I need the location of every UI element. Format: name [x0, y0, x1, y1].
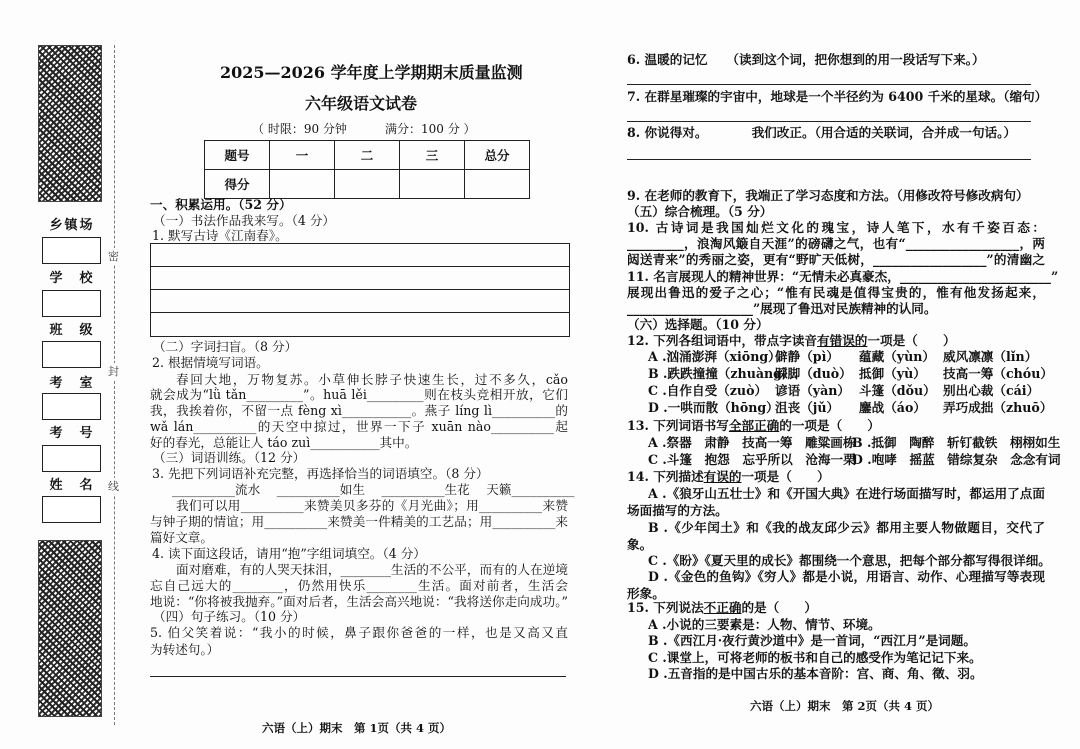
time-limit: （ 时限：90 分钟 [252, 122, 347, 136]
class-label: 班 级 [49, 323, 95, 338]
name-label: 姓 名 [49, 478, 95, 493]
question-text: 篇好文章。 [150, 530, 213, 545]
subsection-heading: （二）字词扫盲。（8 分） [153, 339, 298, 354]
exam-number-field[interactable] [42, 445, 101, 472]
subsection-heading: （一）书法作品我来写。（4 分） [153, 213, 336, 228]
question-2: 2. 根据情境写词语。 [152, 355, 269, 370]
page-footer: 六语（上）期末 第 1页（共 4 页） [262, 721, 452, 735]
q13-option-a[interactable]: A .祭器 肃静 技高一筹 雕粱画栋 [648, 435, 856, 450]
subsection-heading: （五）综合梳理。（5 分） [627, 204, 773, 219]
question-text: _________，浪淘风簸自天涯”的磅礴之气，也有“__________________，两 [627, 236, 1045, 251]
question-15 [627, 599, 817, 617]
q13-option-d[interactable]: D .咆哮 摇蓝 错综复杂 念念有词 [852, 452, 1061, 467]
seal-char-mi: 密 [108, 250, 119, 263]
township-label: 乡镇场 [49, 218, 95, 233]
class-field[interactable] [42, 341, 101, 368]
question-7: 7. 在群星璀璨的宇宙中，地球是一个半径约为 6400 千米的星球。（缩句） [627, 89, 1048, 104]
barcode-pattern-top [38, 45, 102, 202]
question-text: 象。 [627, 537, 653, 552]
school-field[interactable] [42, 290, 101, 317]
q12-option-a: 蕴藏（yùn） [859, 349, 936, 364]
q12-option-c[interactable]: C .自作自受（zuò） [648, 383, 768, 398]
q15-stem: 15. 下列说法 [627, 600, 704, 615]
score-header: 总分 [465, 141, 530, 170]
question-5: 5. 伯父笑着说：“我小的时候，鼻子跟你爸爸的一样，也是又高又直 [150, 625, 568, 640]
name-field[interactable] [42, 496, 101, 523]
q15-emphasis: 不正确 [703, 600, 742, 615]
seal-char-feng: 封 [108, 365, 119, 378]
question-14 [627, 468, 830, 486]
q14-option-b[interactable]: B .《少年闰土》和《我的战友邱少云》都用主要人物做题目，交代了 [648, 520, 1045, 535]
q12-option-b: 踩脚（duò） [775, 366, 852, 381]
q12-option-d[interactable]: D .一哄而散（hōng） [648, 400, 779, 415]
seal-char-xian: 线 [108, 480, 119, 493]
question-text: 与钟子期的情谊；用__________来赞美一件精美的工艺品；用__________来 [150, 514, 568, 529]
question-text: 好的春光，总能让人 táo zuì___________其中。 [150, 435, 418, 450]
exam-subtitle: 六年级语文试卷 [305, 94, 418, 113]
q13-option-b[interactable]: B .抵御 陶醉 斩钉截铁 栩栩如生 [852, 435, 1061, 450]
question-text: 春回大地，万物复苏。小草伸长脖子快速生长，过不多久，cǎo [176, 372, 568, 387]
question-8: 8. 你说得对。 我们改正。（用合适的关联词，合并成一句话。） [627, 125, 1017, 140]
q15-option-a[interactable]: A .小说的三要素是：人物、情节、环境。 [648, 617, 881, 632]
q14-option-d[interactable]: D .《金色的鱼钩》《穷人》都是小说，用语言、动作、心理描写等表现 [648, 569, 1045, 584]
section-heading: 一、积累运用。（52 分） [150, 197, 292, 212]
question-10: 10. 古诗词是我国灿烂文化的瑰宝，诗人笔下，水有千姿百态： [627, 220, 1045, 235]
answer-line[interactable] [627, 84, 1031, 85]
subsection-heading: （三）词语训练。（12 分） [153, 450, 306, 465]
question-text: 闼送青来”的秀丽之姿，更有“野旷天低树，__________________”的清幽之 [627, 252, 1045, 267]
answer-line[interactable] [627, 159, 1031, 160]
question-text: 面对磨难，有的人哭天抹泪，________生活的不公平，而有的人在逆境 [176, 562, 568, 577]
question-text: __________流水 __________如生 __________生花 天籁__________ [172, 482, 575, 497]
township-field[interactable] [42, 237, 101, 264]
q12-emphasis: 有错误的 [817, 333, 868, 348]
q12-option-a: 僻静（pì） [775, 349, 839, 364]
score-cell[interactable] [400, 170, 465, 199]
q12-option-d: 弄巧成拙（zhuō） [943, 400, 1053, 415]
question-6: 6. 温暖的记忆 （读到这个词，把你想到的用一段话写下来。） [627, 52, 985, 67]
score-header: 三 [400, 141, 465, 170]
q12-option-c: 斗篷（dǒu） [859, 383, 936, 398]
seal-line [114, 45, 115, 725]
exam-number-label: 考 号 [49, 426, 95, 441]
barcode-pattern-bottom [38, 540, 102, 717]
q13-option-c[interactable]: C .斗篷 抱怨 忘乎所以 沧海一栗 [648, 452, 856, 467]
subsection-heading: （四）句子练习。（10 分） [153, 609, 306, 624]
question-text: 地说：“你将被我抛弃。”面对后者，生活会高兴地说：“我将送你走向成功。” [150, 594, 568, 609]
q12-option-d: 沮丧（jǔ） [775, 400, 840, 415]
q12-option-a: 威风凛凛（lǐn） [943, 349, 1038, 364]
q12-answer-paren[interactable]: 一项是（ ） [867, 333, 956, 348]
question-3: 3. 先把下列词语补充完整，再选择恰当的词语填空。（8 分） [152, 466, 489, 481]
score-cell[interactable] [335, 170, 400, 199]
exam-room-label: 考 室 [49, 376, 95, 391]
q14-answer-paren[interactable]: 一项是（ ） [741, 469, 830, 484]
question-text: 为转述句。） [150, 642, 220, 657]
q13-emphasis: 全部正确 [728, 418, 780, 433]
score-table [204, 140, 530, 199]
question-13 [627, 417, 880, 435]
question-text: ____________________”展现了鲁迅对民族精神的认同。 [627, 301, 937, 316]
score-header: 二 [335, 141, 400, 170]
question-9: 9. 在老师的教育下，我端正了学习态度和方法。（用修改符号修改病句） [627, 188, 1029, 203]
question-text: 场面描写的方法。 [627, 503, 728, 518]
question-text: 就会成为“lǜ tǎn_________”。huā lěi_________则在枝头竞相开放，它们 [150, 387, 568, 402]
full-score: 满分：100 分 ） [385, 122, 476, 136]
q14-option-a[interactable]: A .《狼牙山五壮士》和《开国大典》在进行场面描写时，都运用了点面 [648, 486, 1045, 501]
school-label: 学 校 [49, 271, 95, 286]
score-header: 一 [270, 141, 335, 170]
q14-stem: 14. 下列描述 [627, 469, 704, 484]
score-row-label: 得分 [205, 170, 270, 199]
poem-writing-box[interactable] [150, 243, 570, 337]
q12-option-c: 谚语（yàn） [775, 383, 851, 398]
question-text: 形象。 [627, 586, 665, 601]
q12-option-b[interactable]: B .跌跌撞撞（zhuàng） [648, 366, 795, 381]
q14-emphasis: 有误的 [703, 469, 742, 484]
q12-option-b: 抵御（yù） [859, 366, 926, 381]
question-11: 11. 名言展现人的精神世界：“无情未必真豪杰，________________________” [627, 269, 1059, 284]
page-footer: 六语（上）期末 第 2页（共 4 页） [750, 699, 940, 713]
question-text: wǎ lán__________的天空中掠过，世界一下子 xuān nào__________起 [150, 419, 568, 434]
q14-option-c[interactable]: C .《盼》《夏天里的成长》都围绕一个意思，把每个部分都写得很详细。 [648, 553, 1051, 568]
q15-option-c[interactable]: C .课堂上，可将老师的板书和自己的感受作为笔记记下来。 [648, 650, 982, 665]
q15-answer-paren[interactable]: 的是（ ） [741, 600, 818, 615]
score-header: 题号 [205, 141, 270, 170]
exam-title: 2025—2026 学年度上学期期末质量监测 [220, 63, 523, 82]
q13-stem: 13. 下列词语书写 [627, 418, 729, 433]
answer-line[interactable] [150, 676, 566, 677]
question-text: 展现出鲁迅的爱子之心；“惟有民魂是值得宝贵的，惟有他发扬起来， [627, 285, 1045, 300]
score-cell[interactable] [465, 170, 530, 199]
question-text: 我，我挨着你，不留一点 fèng xì___________。燕子 líng lì__________的 [150, 403, 568, 418]
q12-option-b: 技高一筹（chóu） [943, 366, 1053, 381]
question-1: 1. 默写古诗《江南春》。 [152, 228, 288, 243]
question-text: 我们可以用__________来赞美贝多芬的《月光曲》；用__________来赞 [176, 498, 568, 513]
score-cell[interactable] [270, 170, 335, 199]
exam-room-field[interactable] [42, 393, 101, 420]
answer-line[interactable] [627, 121, 1031, 122]
q12-option-a[interactable]: A .汹涌澎湃（xiōng） [648, 349, 781, 364]
q13-answer-paren[interactable]: 的一项是（ ） [779, 418, 880, 433]
q15-option-b[interactable]: B .《西江月·夜行黄沙道中》是一首词，“西江月”是词题。 [648, 633, 976, 648]
question-4: 4. 读下面这段话，请用“抱”字组词填空。（4 分） [152, 546, 426, 561]
q12-option-c: 别出心裁（cái） [943, 383, 1040, 398]
question-text: 忘自己远大的________，仍然用快乐________生活。面对前者，生活会 [150, 578, 568, 593]
subsection-heading: （六）选择题。（10 分） [627, 317, 769, 332]
q12-option-d: 鏖战（áo） [859, 400, 926, 415]
q12-stem: 12. 下列各组词语中，带点字读音 [627, 333, 818, 348]
q15-option-d[interactable]: D .五音指的是中国古乐的基本音阶：宫、商、角、徵、羽。 [648, 666, 983, 681]
